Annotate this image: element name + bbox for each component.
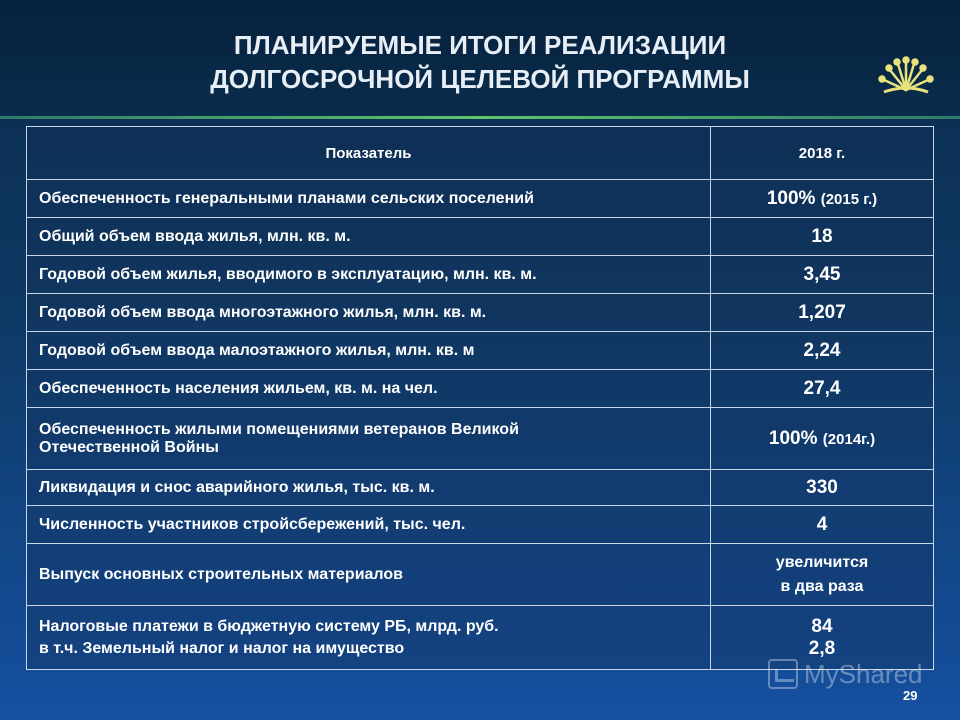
value-cell: 1,207 [711, 294, 934, 332]
title-line-2: ДОЛГОСРОЧНОЙ ЦЕЛЕВОЙ ПРОГРАММЫ [210, 64, 750, 94]
table-row [27, 256, 934, 294]
value-cell: 100% (2015 г.) [711, 180, 934, 218]
chart-icon [768, 659, 798, 689]
col-indicator-header: Показатель [27, 127, 711, 180]
indicator-cell: Выпуск основных строительных материалов [27, 544, 711, 606]
results-table [26, 126, 934, 670]
page-title [180, 28, 780, 96]
value-cell: 27,4 [711, 370, 934, 408]
indicator-cell: Обеспеченность населения жильем, кв. м. на чел. [27, 370, 711, 408]
table-row [27, 218, 934, 256]
value-cell: 3,45 [711, 256, 934, 294]
value-cell: 330 [711, 470, 934, 506]
indicator-cell: Годовой объем ввода малоэтажного жилья, млн. кв. м [27, 332, 711, 370]
table-row [27, 294, 934, 332]
indicator-cell: Налоговые платежи в бюджетную систему РБ, млрд. руб. в т.ч. Земельный налог и налог на имущество [27, 606, 711, 670]
indicator-cell: Численность участников стройсбережений, тыс. чел. [27, 506, 711, 544]
col-year-header: 2018 г. [711, 127, 934, 180]
watermark: MyShared [768, 654, 938, 694]
kurai-flower-logo-icon [876, 50, 936, 98]
value-cell: 2,24 [711, 332, 934, 370]
table-row [27, 408, 934, 470]
value-cell: 18 [711, 218, 934, 256]
indicator-cell: Годовой объем ввода многоэтажного жилья, млн. кв. м. [27, 294, 711, 332]
indicator-cell: Годовой объем жилья, вводимого в эксплуатацию, млн. кв. м. [27, 256, 711, 294]
value-cell: 84 2,8 [711, 606, 934, 670]
value-cell: увеличится в два раза [711, 544, 934, 606]
value-cell: 4 [711, 506, 934, 544]
table-row [27, 180, 934, 218]
page-number: 29 [903, 688, 918, 703]
indicator-cell: Обеспеченность жилыми помещениями ветеранов Великой Отечественной Войны [27, 408, 711, 470]
value-cell: 100% (2014г.) [711, 408, 934, 470]
table-row [27, 544, 934, 606]
table-header-row [27, 127, 934, 180]
table-row [27, 470, 934, 506]
indicator-cell: Ликвидация и снос аварийного жилья, тыс. кв. м. [27, 470, 711, 506]
indicator-cell: Обеспеченность генеральными планами сельских поселений [27, 180, 711, 218]
indicator-cell: Общий объем ввода жилья, млн. кв. м. [27, 218, 711, 256]
header-divider [0, 116, 960, 119]
table-row [27, 332, 934, 370]
table-row [27, 370, 934, 408]
title-line-1: ПЛАНИРУЕМЫЕ ИТОГИ РЕАЛИЗАЦИИ [233, 30, 727, 60]
table-row [27, 506, 934, 544]
